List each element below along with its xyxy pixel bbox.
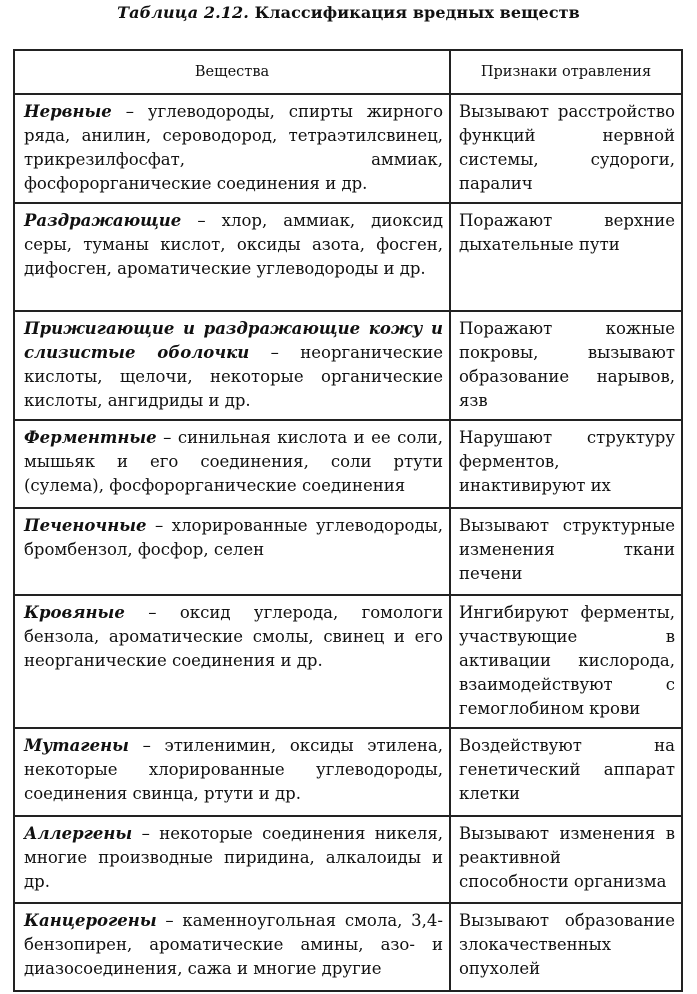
substances-cell (14, 595, 450, 728)
table-caption (0, 3, 697, 22)
substances-text: – неорганические кислоты, щелочи, некоторые органические кислоты, ангидриды и др. (24, 343, 443, 410)
category-term: Канцерогены (24, 911, 157, 930)
substances-text: – углеводороды, спирты жирного ряда, анилин, сероводород, тетраэтилсвинец, трикрезилфосфат, аммиак, фосфорорганические соединения и др. (24, 102, 443, 193)
symptoms-cell: Поражают кожные покровы, вызывают образование нарывов, язв (450, 311, 682, 420)
category-term: Аллергены (24, 824, 133, 843)
table-row (14, 508, 682, 595)
table-row (14, 816, 682, 903)
category-term: Ферментные (24, 428, 157, 447)
category-term: Прижигающие и раздражающие кожу и слизистые оболочки (24, 319, 443, 362)
substances-cell (14, 203, 450, 311)
harmful-substances-table (13, 49, 683, 992)
category-term: Печеночные (24, 516, 147, 535)
header-row (14, 50, 682, 94)
substances-text: – оксид углерода, гомологи бензола, ароматические смолы, свинец и его неорганические соединения и др. (24, 603, 443, 670)
symptoms-cell: Вызывают расстройство функций нервной системы, судороги, паралич (450, 94, 682, 203)
substances-cell (14, 311, 450, 420)
substances-text: – хлор, аммиак, диоксид серы, туманы кислот, оксиды азота, фосген, дифосген, ароматические углеводороды и др. (24, 211, 443, 278)
symptoms-cell: Вызывают образование злокачественных опухолей (450, 903, 682, 991)
substances-cell (14, 728, 450, 816)
category-term: Кровяные (24, 603, 125, 622)
category-term: Мутагены (24, 736, 129, 755)
table-row (14, 203, 682, 311)
substances-cell (14, 816, 450, 903)
category-term: Нервные (24, 102, 112, 121)
table-title: Классификация вредных веществ (254, 3, 580, 22)
substances-text: – синильная кислота и ее соли, мышьяк и его соединения, соли ртути (сулема), фосфорорганические соединения (24, 428, 443, 495)
symptoms-cell: Нарушают структуру ферментов, инактивируют их (450, 420, 682, 508)
substances-cell (14, 94, 450, 203)
header-substances: Вещества (14, 50, 450, 94)
table-row (14, 903, 682, 991)
symptoms-cell: Воздействуют на генетический аппарат клетки (450, 728, 682, 816)
substances-cell (14, 508, 450, 595)
substances-cell (14, 903, 450, 991)
substances-text: – хлорированные углеводороды, бромбензол, фосфор, селен (24, 516, 443, 559)
substances-text: – каменноугольная смола, 3,4-бензопирен, ароматические амины, азо- и диазосоединения, сажа и многие другие (24, 911, 443, 978)
table-row (14, 311, 682, 420)
symptoms-cell: Поражают верхние дыхательные пути (450, 203, 682, 311)
header-symptoms: Признаки отравления (450, 50, 682, 94)
table-row (14, 420, 682, 508)
category-term: Раздражающие (24, 211, 182, 230)
table-number: Таблица 2.12. (117, 3, 249, 22)
table-row (14, 728, 682, 816)
symptoms-cell: Ингибируют ферменты, участвующие в активации кислорода, взаимодействуют с гемоглобином крови (450, 595, 682, 728)
table-row (14, 94, 682, 203)
symptoms-cell: Вызывают структурные изменения ткани печени (450, 508, 682, 595)
substances-cell (14, 420, 450, 508)
table-row (14, 595, 682, 728)
substances-text: – этиленимин, оксиды этилена, некоторые хлорированные углеводороды, соединения свинца, ртути и др. (24, 736, 443, 803)
substances-text: – некоторые соединения никеля, многие производные пиридина, алкалоиды и др. (24, 824, 443, 891)
symptoms-cell: Вызывают изменения в реактивной способности организма (450, 816, 682, 903)
